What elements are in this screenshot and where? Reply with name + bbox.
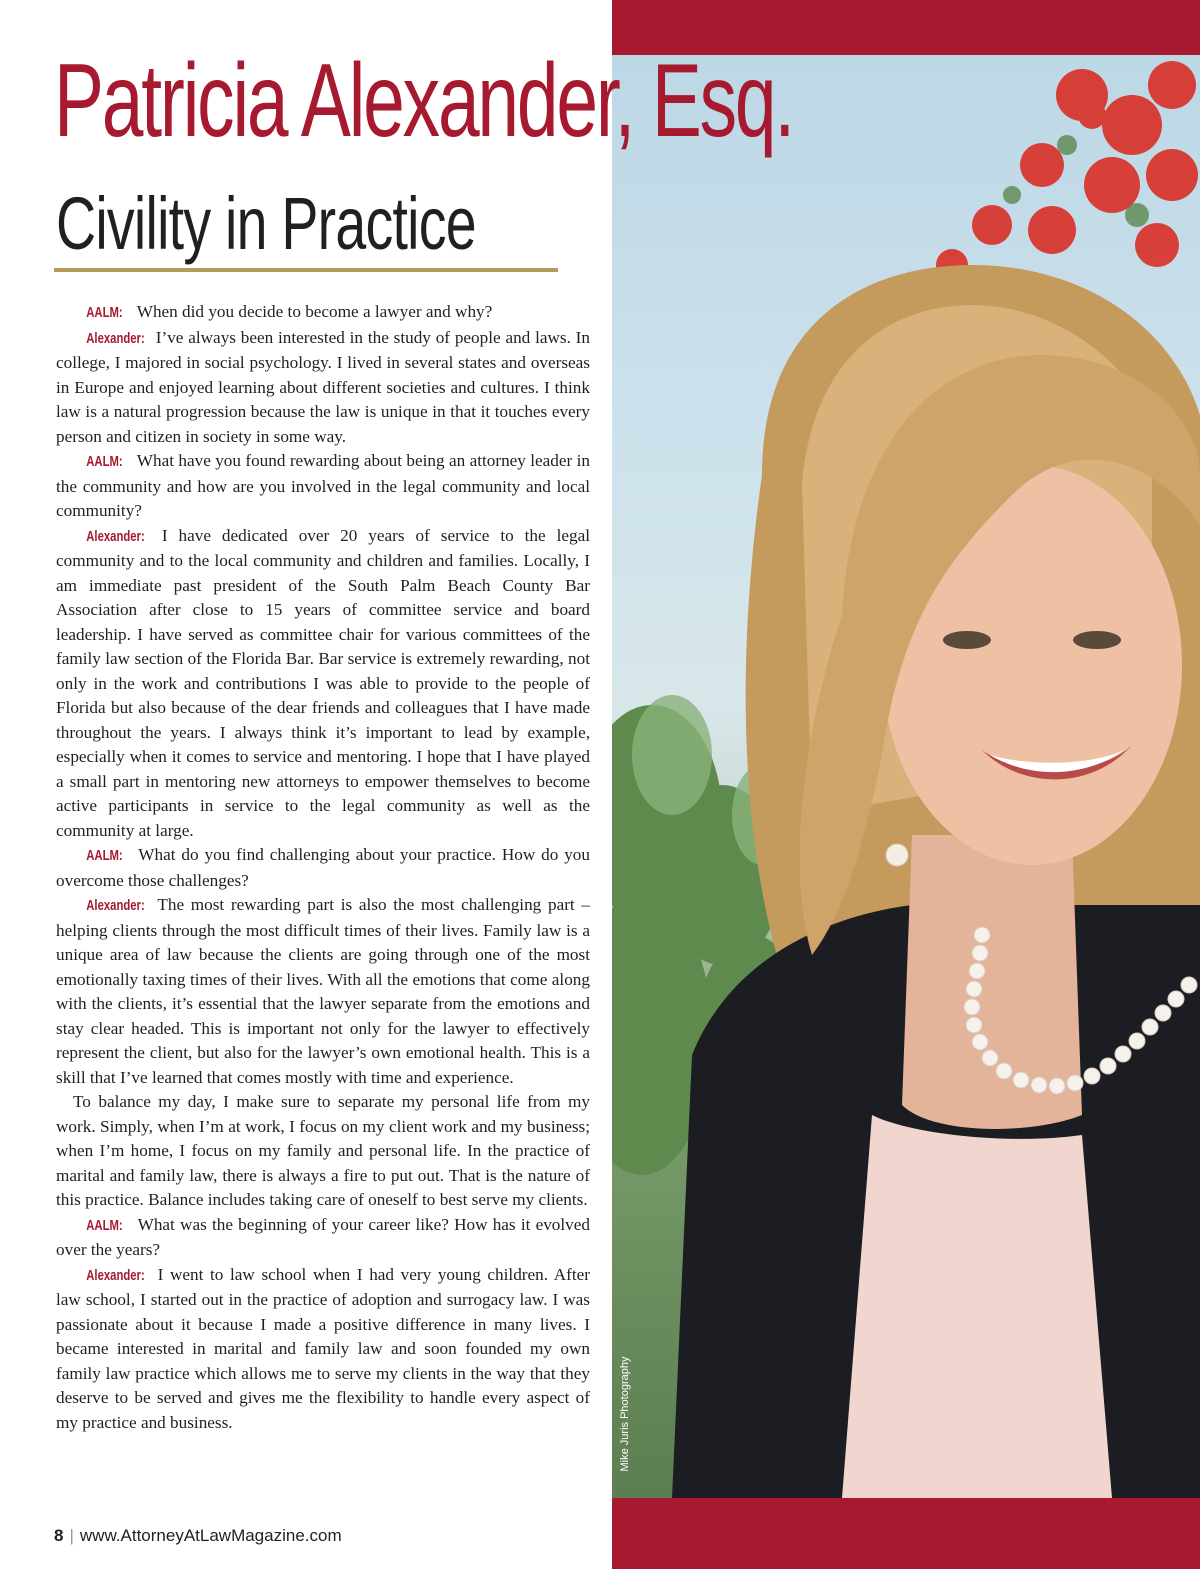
paragraph-text: What have you found rewarding about being an attorney leader in the community and how are you involved in the legal community and local community? <box>56 451 590 520</box>
footer-separator: | <box>69 1526 74 1545</box>
paragraph-text: What was the beginning of your career like? How has it evolved over the years? <box>56 1214 590 1259</box>
paragraph-text: The most rewarding part is also the most challenging part – helping clients through the most difficult times of their lives. Family law is a unique area of law because the clients are going through one of the most emotionally taxing times of their lives. With all the emotions that come along with the clients, it’s essential that the lawyer separate from the emotions and stay clear headed. This is important not only for the lawyer to effectively represent the client, but also for the lawyer’s own emotional health. This is a skill that I’ve learned that comes mostly with time and experience. <box>56 895 590 1087</box>
speaker-label: Alexander: <box>86 898 145 914</box>
speaker-label: AALM: <box>86 454 123 470</box>
paragraph <box>56 300 590 326</box>
paragraph <box>56 449 590 524</box>
speaker-label: Alexander: <box>86 528 145 545</box>
paragraph <box>56 1263 590 1436</box>
speaker-label: Alexander: <box>86 1267 145 1284</box>
page-footer <box>54 1526 342 1546</box>
paragraph <box>56 326 590 450</box>
speaker-label: AALM: <box>86 848 123 864</box>
portrait-illustration <box>612 55 1200 1498</box>
speaker-label: AALM: <box>86 305 123 321</box>
article-title: Patricia Alexander, Esq. <box>54 43 794 159</box>
paragraph <box>56 524 590 844</box>
page-number: 8 <box>54 1526 64 1545</box>
paragraph <box>56 1090 590 1213</box>
paragraph-text: I have dedicated over 20 years of service to the legal community and to the local community and children and families. Locally, I am immediate past president of the South Palm Beach County Bar Association after close to 15 years of committee service and board leadership. I have served as committee chair for various committees of the family law section of the Florida Bar. Bar service is extremely rewarding, not only in the work and contributions I was able to provide to the people of Florida but also because of the dear friends and colleagues that I have made throughout the years. I always think it’s important to lead by example, especially when it comes to service and mentoring. I hope that I have played a small part in mentoring new attorneys to empower themselves to become active participants in service to the legal community as well as the community at large. <box>56 525 590 840</box>
speaker-label: AALM: <box>86 1217 123 1234</box>
paragraph <box>56 1213 590 1263</box>
article-subtitle: Civility in Practice <box>56 182 476 265</box>
speaker-label: Alexander: <box>86 330 145 347</box>
paragraph-text: I’ve always been interested in the study of people and laws. In college, I majored in social psychology. I lived in several states and overseas in Europe and enjoyed learning about different societies and cultures. I think law is a natural progression because the law is unique in that it touches every person and citizen in society in some way. <box>56 327 590 446</box>
title-rule <box>54 268 558 272</box>
paragraph-text: To balance my day, I make sure to separate my personal life from my work. Simply, when I’m at work, I focus on my client work and my business; when I’m home, I focus on my family and personal life. In the practice of marital and family law, there is always a fire to put out. That is the nature of this practice. Balance includes taking care of oneself to best serve my clients. <box>56 1092 590 1209</box>
bottom-color-band <box>612 1498 1200 1569</box>
paragraph-text: I went to law school when I had very young children. After law school, I started out in the practice of adoption and surrogacy law. I was passionate about it because I made a positive difference in many lives. I became interested in marital and family law and soon founded my own family law practice which allows me to serve my clients in the way that they deserve to be served and gives me the flexibility to handle every aspect of my practice and business. <box>56 1264 590 1432</box>
article-body <box>56 300 590 1435</box>
photo-credit <box>612 1350 638 1490</box>
paragraph <box>56 893 590 1090</box>
paragraph <box>56 843 590 893</box>
portrait-photo <box>612 55 1200 1498</box>
paragraph-text: When did you decide to become a lawyer and why? <box>136 302 493 321</box>
paragraph-text: What do you find challenging about your practice. How do you overcome those challenges? <box>56 845 590 890</box>
photo-credit-text: Mike Juris Photography <box>619 1356 631 1472</box>
magazine-url[interactable]: www.AttorneyAtLawMagazine.com <box>79 1526 342 1545</box>
